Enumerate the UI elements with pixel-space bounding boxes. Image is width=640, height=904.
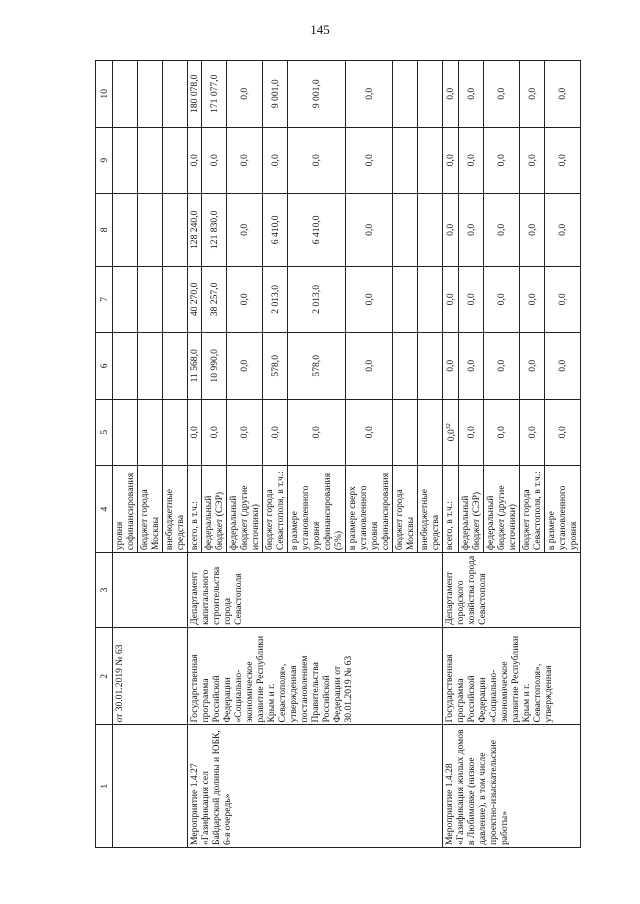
col-header-7: 7	[96, 266, 113, 332]
value-cell: 0,0	[520, 333, 545, 399]
value-cell: 180 078,0	[188, 61, 202, 128]
col-header-3: 3	[96, 553, 113, 628]
value-cell: 0,0	[459, 127, 484, 193]
value-cell	[113, 61, 138, 128]
value-cell: 9 001,0	[263, 61, 288, 128]
rotated-table-container	[95, 60, 605, 848]
value-cell	[163, 266, 188, 332]
value-cell: 171 077,0	[202, 61, 227, 128]
value-cell: 0,0	[520, 266, 545, 332]
value-cell	[393, 333, 418, 399]
value-cell: 0,0	[202, 127, 227, 193]
source-cell: всего, в т.ч.:	[443, 465, 459, 552]
value-cell: 0,0	[227, 266, 263, 332]
value-cell	[113, 266, 138, 332]
source-cell: внебюджетные средства	[418, 465, 443, 552]
col-header-6: 6	[96, 333, 113, 399]
source-cell: в размере сверх установленного уровня софинансирования	[346, 465, 393, 552]
measure-1-4-27-program: Государственная программа Российской Федерации «Социально-экономическое развитие Республики Крым и г. Севастополя», утвержденная постановлением Правительства Российской Федерации от 30.01.2019 № 63	[188, 627, 443, 725]
value-cell: 0,0	[227, 61, 263, 128]
source-cell: уровня софинансирования	[113, 465, 138, 552]
value-cell: 0,0	[459, 61, 484, 128]
value-cell: 0,0	[545, 399, 581, 465]
measure-1-4-27-title: Мероприятие 1.4.27 «Газификация сел Байдарской долины и ЮБК, 6-я очередь»	[188, 725, 443, 848]
value-cell: 0,0	[545, 333, 581, 399]
page-number: 145	[310, 22, 330, 37]
value-cell	[138, 266, 163, 332]
value-cell: 2 013,0	[263, 266, 288, 332]
value-cell: 0,0	[288, 399, 346, 465]
value-text: 0,0	[446, 429, 458, 442]
value-cell: 578,0	[263, 333, 288, 399]
measure-1-4-28-title: Мероприятие 1.4.28 «Газификация жилых домов в Любимовке (низкое давление), в том числе проектно-изыскательские работы»	[443, 725, 581, 848]
value-cell: 0,0	[545, 61, 581, 128]
value-cell	[113, 399, 138, 465]
value-cell	[113, 127, 138, 193]
value-cell: 0,0	[202, 399, 227, 465]
value-cell	[163, 193, 188, 266]
value-cell: 0,0	[443, 61, 459, 128]
value-cell: 0,0	[520, 193, 545, 266]
value-cell	[163, 333, 188, 399]
source-cell: бюджет города Москвы	[393, 465, 418, 552]
source-cell: федеральный бюджет (СЭР)	[202, 465, 227, 552]
value-cell	[418, 399, 443, 465]
source-cell: федеральный бюджет (СЭР)	[459, 465, 484, 552]
value-cell: 0,0	[288, 127, 346, 193]
value-cell	[138, 399, 163, 465]
value-cell: 10 990,0	[202, 333, 227, 399]
value-cell: 0,0	[346, 127, 393, 193]
value-cell	[393, 399, 418, 465]
value-cell: 128 240,0	[188, 193, 202, 266]
value-cell: 0,0	[227, 399, 263, 465]
value-cell: 0,0	[520, 399, 545, 465]
value-cell: 0,0	[227, 193, 263, 266]
col-header-8: 8	[96, 193, 113, 266]
value-cell: 121 830,0	[202, 193, 227, 266]
value-cell: 0,0	[484, 61, 520, 128]
table-row	[443, 61, 459, 848]
header-row	[96, 61, 113, 848]
source-cell: федеральный бюджет (другие источники)	[484, 465, 520, 552]
source-cell: бюджет города Севастополя, в т.ч.:	[520, 465, 545, 552]
value-cell	[113, 193, 138, 266]
value-cell: 9 001,0	[288, 61, 346, 128]
source-cell: в размере установленного уровня	[545, 465, 581, 552]
value-cell: 0,0	[484, 266, 520, 332]
value-cell: 40 270,0	[188, 266, 202, 332]
value-cell	[138, 193, 163, 266]
col-header-4: 4	[96, 465, 113, 552]
value-cell: 2 013,0	[288, 266, 346, 332]
measure-1-4-28-executor: Департамент городского хозяйства города Севастополя	[443, 553, 581, 628]
source-cell: бюджет города Севастополя, в т.ч.:	[263, 465, 288, 552]
value-cell: 11 568,0	[188, 333, 202, 399]
value-cell	[163, 61, 188, 128]
value-cell	[418, 266, 443, 332]
value-cell	[393, 127, 418, 193]
value-cell: 0,0	[346, 61, 393, 128]
value-cell: 38 257,0	[202, 266, 227, 332]
value-cell: 6 410,0	[288, 193, 346, 266]
value-cell: 0,0	[188, 127, 202, 193]
value-cell: 0,0	[227, 333, 263, 399]
value-cell	[163, 399, 188, 465]
footnote-marker: 32	[446, 423, 452, 430]
value-cell: 0,0	[346, 193, 393, 266]
source-cell: внебюджетные средства	[163, 465, 188, 552]
value-cell: 0,0	[188, 399, 202, 465]
value-cell: 0,0	[520, 127, 545, 193]
source-cell: бюджет города Москвы	[138, 465, 163, 552]
value-cell: 0,0	[263, 127, 288, 193]
value-cell: 0,0	[346, 399, 393, 465]
value-cell	[393, 193, 418, 266]
table-row	[113, 61, 138, 848]
value-cell	[418, 127, 443, 193]
value-cell: 0,0	[227, 127, 263, 193]
source-cell: федеральный бюджет (другие источники)	[227, 465, 263, 552]
col-header-1: 1	[96, 725, 113, 848]
value-cell: 578,0	[288, 333, 346, 399]
col-header-9: 9	[96, 127, 113, 193]
value-cell: 0,0	[443, 193, 459, 266]
value-cell: 0,0	[545, 127, 581, 193]
value-cell: 0,0	[545, 266, 581, 332]
measure-1-4-27-executor: Департамент капитального строительства города Севастополя	[188, 553, 443, 628]
measure-1-4-28-program: Государственная программа Российской Федерации «Социально-экономическое развитие Республики Крым и г. Севастополя», утвержденная	[443, 627, 581, 725]
value-cell-with-footnote	[443, 399, 459, 465]
source-cell: всего, в т.ч.:	[188, 465, 202, 552]
value-cell: 0,0	[443, 127, 459, 193]
value-cell: 0,0	[459, 266, 484, 332]
value-cell: 0,0	[484, 333, 520, 399]
col-header-10: 10	[96, 61, 113, 128]
value-cell: 0,0	[443, 266, 459, 332]
value-cell: 0,0	[484, 193, 520, 266]
value-cell: 0,0	[545, 193, 581, 266]
col-header-5: 5	[96, 399, 113, 465]
value-cell: 6 410,0	[263, 193, 288, 266]
value-cell	[138, 127, 163, 193]
value-cell: 0,0	[484, 127, 520, 193]
cont-executor-cell	[113, 553, 188, 628]
cont-measure-cell	[113, 725, 188, 848]
value-cell	[163, 127, 188, 193]
value-cell: 0,0	[520, 61, 545, 128]
col-header-2: 2	[96, 627, 113, 725]
value-cell	[113, 333, 138, 399]
value-cell: 0,0	[346, 266, 393, 332]
value-cell	[393, 266, 418, 332]
value-cell	[393, 61, 418, 128]
value-cell: 0,0	[459, 399, 484, 465]
value-cell	[138, 333, 163, 399]
value-cell	[418, 193, 443, 266]
value-cell	[138, 61, 163, 128]
value-cell	[418, 333, 443, 399]
financing-table	[95, 60, 581, 848]
value-cell: 0,0	[459, 193, 484, 266]
cont-program-cell: от 30.01.2019 № 63	[113, 627, 188, 725]
value-cell: 0,0	[346, 333, 393, 399]
value-cell: 0,0	[443, 333, 459, 399]
value-cell: 0,0	[484, 399, 520, 465]
source-cell: в размере установленного уровня софинансирования (5%)	[288, 465, 346, 552]
value-cell: 0,0	[459, 333, 484, 399]
table-row	[188, 61, 202, 848]
value-cell: 0,0	[263, 399, 288, 465]
value-cell	[418, 61, 443, 128]
